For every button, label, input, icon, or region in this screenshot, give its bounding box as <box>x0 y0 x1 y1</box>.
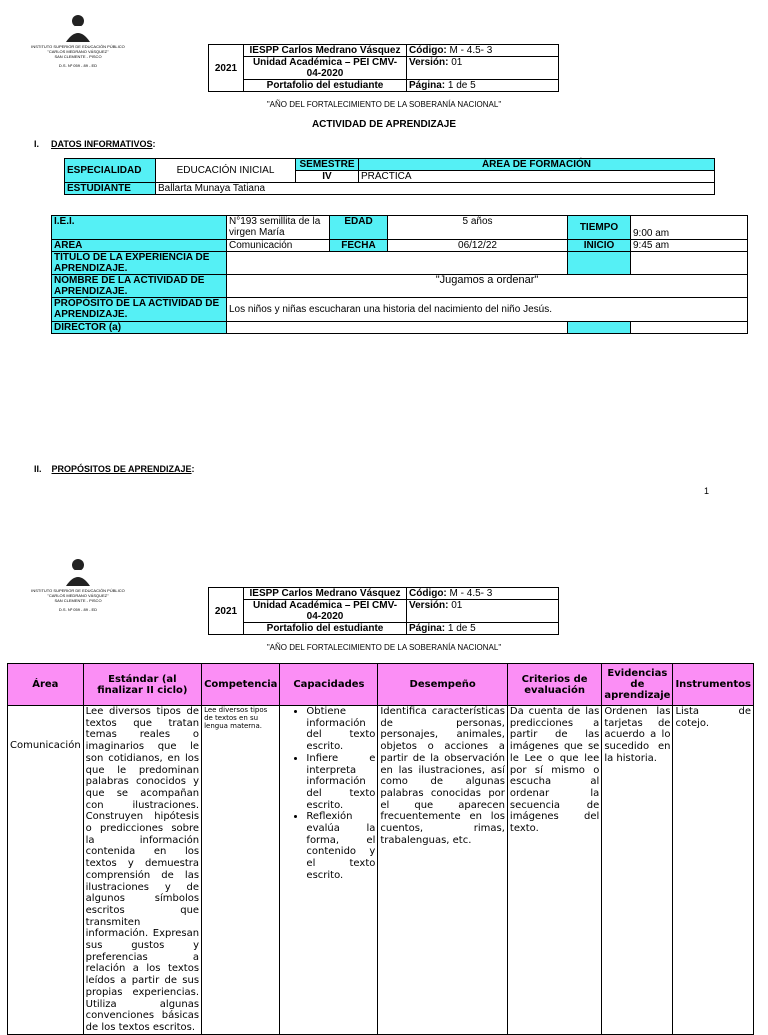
student-info-table <box>64 158 715 195</box>
label-fecha: FECHA <box>330 240 388 252</box>
value-semestre: IV <box>296 171 359 183</box>
capacidad-item: • Obtiene información del texto escrito. <box>306 706 375 753</box>
value-iei: N°193 semillita de la virgen María <box>227 216 330 240</box>
header-institute: IESPP Carlos Medrano Vásquez <box>244 45 407 57</box>
document-header-table-page2 <box>208 587 559 635</box>
cell-competencia: Lee diversos tipos de textos en su lengua materna. <box>202 706 280 1035</box>
col-desempeno: Desempeño <box>378 664 508 706</box>
header-page: Página: 1 de 5 <box>407 80 559 92</box>
col-instrumentos: Instrumentos <box>673 664 754 706</box>
activity-details-table <box>51 215 748 334</box>
national-motto: "AÑO DEL FORTALECIMIENTO DE LA SOBERANÍA NACIONAL" <box>266 100 502 109</box>
document-header-table <box>208 44 559 92</box>
label-especialidad: ESPECIALIDAD <box>65 159 156 183</box>
cell-evidencias: Ordenen las tarjetas de acuerdo a lo sucedido en la historia. <box>602 706 673 1035</box>
col-criterios: Criterios de evaluación <box>507 664 601 706</box>
header-year: 2021 <box>209 588 244 635</box>
col-competencia: Competencia <box>202 664 280 706</box>
label-director: DIRECTOR (a) <box>52 322 227 334</box>
header-portfolio: Portafolio del estudiante <box>244 623 407 635</box>
cell-director-blank <box>631 322 748 334</box>
header-version: Versión: 01 <box>407 57 559 80</box>
cell-titulo-blank <box>631 252 748 275</box>
col-capacidades: Capacidades <box>280 664 378 706</box>
learning-purposes-table <box>7 663 754 1035</box>
label-semestre: SEMESTRE <box>296 159 359 171</box>
value-titulo <box>227 252 568 275</box>
institute-logo: INSTITUTO SUPERIOR DE EDUCACIÓN PÚBLICO "CARLOS MEDRANO VÁSQUEZ" SAN CLEMENTE - PISCO D.S. Nº 059 - 89 - ED <box>28 12 128 68</box>
value-area-formacion: PRÁCTICA <box>359 171 715 183</box>
header-code: Código: M - 4.5- 3 <box>407 45 559 57</box>
national-motto-page2: "AÑO DEL FORTALECIMIENTO DE LA SOBERANÍA NACIONAL" <box>266 643 502 652</box>
header-year: 2021 <box>209 45 244 92</box>
label-estudiante: ESTUDIANTE <box>65 183 156 195</box>
cell-director-cyan <box>568 322 631 334</box>
cell-area: Comunicación <box>8 706 84 1035</box>
cell-capacidades <box>280 706 378 1035</box>
header-version: Versión: 01 <box>407 600 559 623</box>
label-proposito: PROPÓSITO DE LA ACTIVIDAD DE APRENDIZAJE. <box>52 298 227 322</box>
value-area: Comunicación <box>227 240 330 252</box>
cell-titulo-cyan <box>568 252 631 275</box>
label-tiempo: TIEMPO <box>568 216 631 240</box>
value-fecha: 06/12/22 <box>388 240 568 252</box>
value-tiempo: 9:00 am <box>631 216 748 240</box>
cell-criterios: Da cuenta de las predicciones a partir de las imágenes que se le Lee o que lee por sí mismo o escucha al ordenar la secuencia de imágenes del texto. <box>507 706 601 1035</box>
col-area: Área <box>8 664 84 706</box>
value-inicio: 9:45 am <box>631 240 748 252</box>
header-unit: Unidad Académica – PEI CMV-04-2020 <box>244 57 407 80</box>
capacidad-item: • Reflexión evalúa la forma, el contenido y el texto escrito. <box>306 811 375 881</box>
page-number: 1 <box>704 486 710 496</box>
header-institute: IESPP Carlos Medrano Vásquez <box>244 588 407 600</box>
section-1-heading: I. DATOS INFORMATIVOS: <box>34 139 156 149</box>
label-iei: I.E.I. <box>52 216 227 240</box>
founder-portrait-icon <box>63 556 93 586</box>
header-portfolio: Portafolio del estudiante <box>244 80 407 92</box>
value-estudiante: Ballarta Munaya Tatiana <box>156 183 715 195</box>
institute-logo-page2: INSTITUTO SUPERIOR DE EDUCACIÓN PÚBLICO "CARLOS MEDRANO VÁSQUEZ" SAN CLEMENTE - PISCO D.S. Nº 059 - 89 - ED <box>28 556 128 612</box>
value-nombre: "Jugamos a ordenar" <box>227 275 748 298</box>
value-edad: 5 años <box>388 216 568 240</box>
value-especialidad: EDUCACIÓN INICIAL <box>156 159 296 183</box>
label-area: AREA <box>52 240 227 252</box>
label-edad: EDAD <box>330 216 388 240</box>
header-unit: Unidad Académica – PEI CMV-04-2020 <box>244 600 407 623</box>
cell-instrumentos: Lista de cotejo. <box>673 706 754 1035</box>
activity-title: ACTIVIDAD DE APRENDIZAJE <box>311 119 457 130</box>
label-titulo: TÍTULO DE LA EXPERIENCIA DE APRENDIZAJE. <box>52 252 227 275</box>
col-estandar: Estándar (al finalizar II ciclo) <box>83 664 201 706</box>
label-inicio: INICIO <box>568 240 631 252</box>
col-evidencias: Evidencias de aprendizaje <box>602 664 673 706</box>
founder-portrait-icon <box>63 12 93 42</box>
cell-estandar: Lee diversos tipos de textos que tratan temas reales o imaginarios que le son cotidianos, en los que le predominan palabras conocidos y que se acompañan con ilustraciones. Construyen hipótesis o predicciones sobre la información contenida en los textos y demuestra comprensión de las ilustraciones y de algunos símbolos escritos que transmiten información. Expresan sus gustos y preferencias a relación a los textos leídos a partir de sus propias experiencias. Utiliza algunas convenciones básicas de los textos escritos. <box>83 706 201 1035</box>
value-proposito: Los niños y niñas escucharan una historia del nacimiento del niño Jesús. <box>227 298 748 322</box>
header-page: Página: 1 de 5 <box>407 623 559 635</box>
section-2-heading: II. PROPÓSITOS DE APRENDIZAJE: <box>34 464 195 474</box>
header-code: Código: M - 4.5- 3 <box>407 588 559 600</box>
value-director <box>227 322 568 334</box>
label-area-formacion: ÁREA DE FORMACIÓN <box>359 159 715 171</box>
cell-desempeno: Identifica características de personas, personajes, animales, objetos o acciones a partir de la observación en las ilustraciones, así como de algunas palabras conocidas por el que aparecen frecuentemente en los cuentos, rimas, trabalenguas, etc. <box>378 706 508 1035</box>
capacidad-item: • Infiere e interpreta información del texto escrito. <box>306 753 375 812</box>
label-nombre: NOMBRE DE LA ACTIVIDAD DE APRENDIZAJE. <box>52 275 227 298</box>
